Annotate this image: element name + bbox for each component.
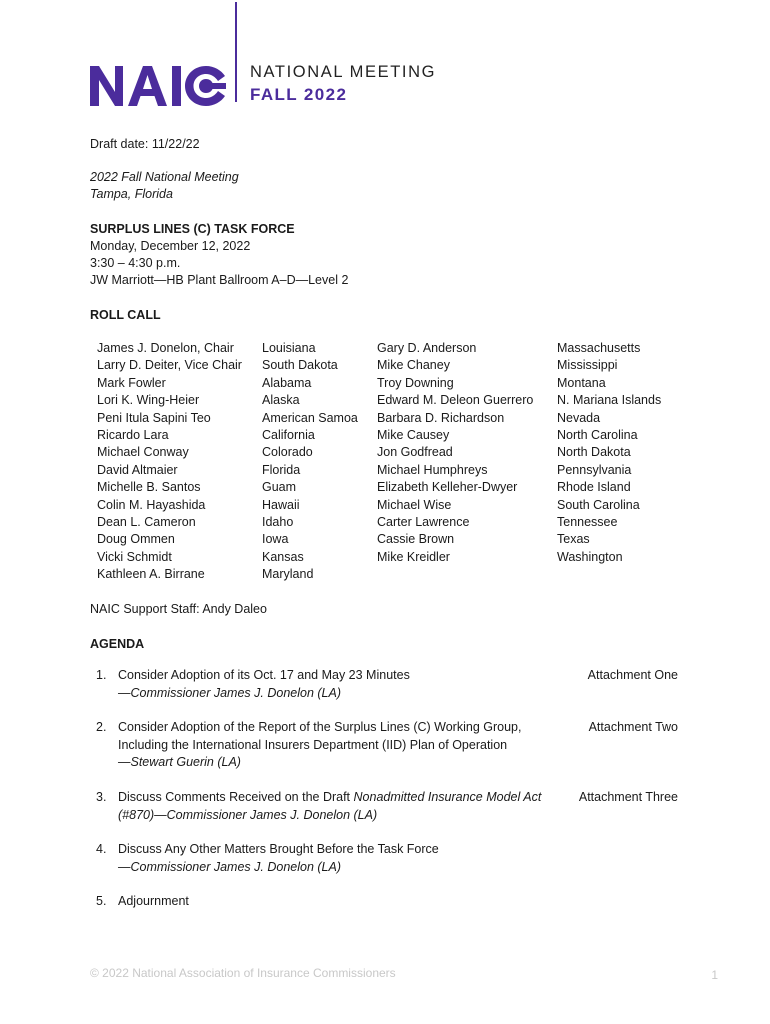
roll-call-col1-states xyxy=(262,340,358,584)
member-state: Mississippi xyxy=(557,358,618,373)
footer-copyright: © 2022 National Association of Insurance Commissioners xyxy=(90,966,396,980)
roll-call-col2-states xyxy=(557,340,661,566)
agenda-item-title: Adjournment xyxy=(118,894,189,908)
member-name: Jon Godfread xyxy=(377,445,453,460)
agenda-attachment-label: Attachment Three xyxy=(578,790,678,804)
member-name: Peni Itula Sapini Teo xyxy=(97,410,211,425)
support-staff: NAIC Support Staff: Andy Daleo xyxy=(90,602,267,616)
member-state: South Carolina xyxy=(557,497,640,512)
header-subtitle: FALL 2022 xyxy=(250,85,348,104)
agenda-item-number: 3. xyxy=(96,790,107,804)
member-name: Mike Causey xyxy=(377,428,450,443)
agenda-item-title: Discuss Comments Received on the Draft xyxy=(118,790,354,804)
member-name: Doug Ommen xyxy=(97,532,175,547)
draft-date: Draft date: 11/22/22 xyxy=(90,137,200,151)
task-force-title: SURPLUS LINES (C) TASK FORCE xyxy=(90,222,295,236)
page-number: 1 xyxy=(711,968,718,982)
member-name: Cassie Brown xyxy=(377,532,455,547)
member-name: Dean L. Cameron xyxy=(97,515,196,530)
member-name: David Altmaier xyxy=(97,462,178,477)
member-state: North Carolina xyxy=(557,428,638,443)
agenda-item-title: Consider Adoption of its Oct. 17 and May 23 Minutes xyxy=(118,668,410,682)
member-state: Texas xyxy=(557,532,590,547)
roll-call-heading: ROLL CALL xyxy=(90,308,161,322)
member-name: Troy Downing xyxy=(377,375,454,390)
member-name: Mike Kreidler xyxy=(377,549,450,564)
roll-call-col1-names xyxy=(97,340,242,584)
member-name: Elizabeth Kelleher-Dwyer xyxy=(377,480,518,495)
agenda-item-number: 4. xyxy=(96,842,107,856)
member-name: Michelle B. Santos xyxy=(97,480,201,495)
member-name: Ricardo Lara xyxy=(97,428,169,443)
member-name: Michael Humphreys xyxy=(377,462,488,477)
model-act-title: Nonadmitted Insurance Model Act xyxy=(353,790,542,804)
agenda-item-presenter: —Commissioner James J. Donelon (LA) xyxy=(118,685,341,700)
naic-logo xyxy=(88,60,228,108)
member-state: South Dakota xyxy=(262,358,338,373)
agenda-item-number: 2. xyxy=(96,720,107,734)
member-state: North Dakota xyxy=(557,445,631,460)
member-state: Tennessee xyxy=(557,515,618,530)
member-state: California xyxy=(262,428,315,443)
meeting-time: 3:30 – 4:30 p.m. xyxy=(90,256,181,270)
member-name: Lori K. Wing-Heier xyxy=(97,393,200,408)
member-state: Rhode Island xyxy=(557,480,631,495)
member-name: Kathleen A. Birrane xyxy=(97,567,205,582)
agenda-item-presenter: (#870)—Commissioner James J. Donelon (LA) xyxy=(118,807,378,822)
member-name: Larry D. Deiter, Vice Chair xyxy=(97,358,242,373)
agenda-item-title: Consider Adoption of the Report of the Surplus Lines (C) Working Group, xyxy=(118,720,522,734)
agenda-attachment-label: Attachment One xyxy=(587,668,678,682)
agenda-item-number: 1. xyxy=(96,668,107,682)
member-name: Colin M. Hayashida xyxy=(97,497,206,512)
member-name: Michael Wise xyxy=(377,497,452,512)
member-name: Michael Conway xyxy=(97,445,189,460)
member-name: Edward M. Deleon Guerrero xyxy=(377,393,534,408)
member-name: Barbara D. Richardson xyxy=(377,410,505,425)
member-name: Gary D. Anderson xyxy=(377,341,477,355)
member-state: Louisiana xyxy=(262,341,316,355)
member-state: Alaska xyxy=(262,393,300,408)
agenda-attachment-label: Attachment Two xyxy=(588,720,678,734)
member-state: Nevada xyxy=(557,410,601,425)
member-state: American Samoa xyxy=(262,410,358,425)
agenda-item-presenter: —Commissioner James J. Donelon (LA) xyxy=(118,859,341,874)
member-name: Mark Fowler xyxy=(97,375,166,390)
member-state: Hawaii xyxy=(262,497,300,512)
member-name: Mike Chaney xyxy=(377,358,450,373)
meeting-name: 2022 Fall National Meeting xyxy=(90,170,239,184)
meeting-room: JW Marriott—HB Plant Ballroom A–D—Level 2 xyxy=(90,273,349,287)
member-state: Washington xyxy=(557,549,623,564)
agenda-item-number: 5. xyxy=(96,894,107,908)
member-state: Iowa xyxy=(262,532,289,547)
member-state: Colorado xyxy=(262,445,313,460)
meeting-location: Tampa, Florida xyxy=(90,187,173,201)
member-state: Florida xyxy=(262,462,301,477)
member-state: Kansas xyxy=(262,549,304,564)
member-state: N. Mariana Islands xyxy=(557,393,662,408)
member-name: Carter Lawrence xyxy=(377,515,470,530)
member-state: Pennsylvania xyxy=(557,462,632,477)
agenda-item-presenter: —Stewart Guerin (LA) xyxy=(118,755,241,769)
meeting-date: Monday, December 12, 2022 xyxy=(90,239,251,253)
member-state: Montana xyxy=(557,375,606,390)
member-name: James J. Donelon, Chair xyxy=(97,341,234,355)
member-state: Maryland xyxy=(262,567,314,582)
member-state: Alabama xyxy=(262,375,312,390)
member-state: Massachusetts xyxy=(557,341,641,355)
logo-divider xyxy=(235,2,237,102)
agenda-item-title: Discuss Any Other Matters Brought Before the Task Force xyxy=(118,842,439,856)
member-state: Guam xyxy=(262,480,297,495)
agenda-item-title-cont: Including the International Insurers Department (IID) Plan of Operation xyxy=(118,737,508,752)
header-title: NATIONAL MEETING xyxy=(250,63,437,81)
agenda-heading: AGENDA xyxy=(90,637,145,651)
member-name: Vicki Schmidt xyxy=(97,549,172,564)
member-state: Idaho xyxy=(262,515,294,530)
roll-call-col2-names xyxy=(377,340,533,566)
